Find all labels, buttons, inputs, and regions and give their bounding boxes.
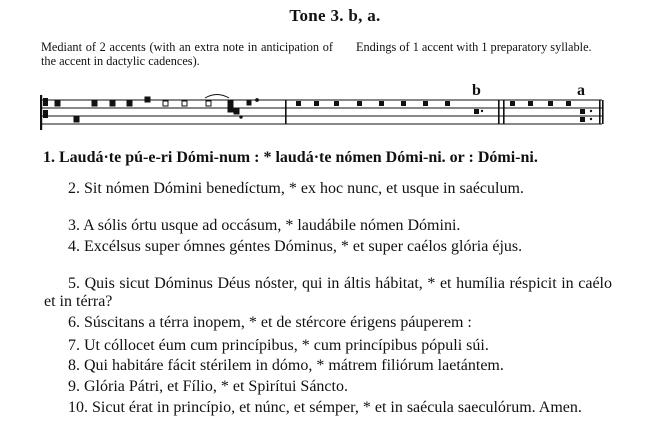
- mediant-note: Mediant of 2 accents (with an extra note in anticipation of the accent in dactylic cadences).: [41, 40, 333, 68]
- verse-1: 1. Laudá·te pú-e-ri Dómi-num : * laudá·te nómen Dómi-ni. or : Dómi-ni.: [43, 149, 538, 166]
- chant-staff: [0, 90, 670, 146]
- verse-6: 6. Súscitans a térra inopem, * et de stércore érigens páuperem :: [68, 314, 472, 331]
- staff-lines: [40, 100, 602, 124]
- verse-2: 2. Sit nómen Dómini benedíctum, * ex hoc nunc, et usque in saéculum.: [68, 180, 524, 197]
- verse-7: 7. Ut cóllocet éum cum princípibus, * cum princípibus pópuli súi.: [68, 337, 489, 354]
- bar-lines: [285, 100, 604, 124]
- page-title: Tone 3. b, a.: [289, 6, 381, 25]
- verse-8: 8. Qui habitáre fácit stérilem in dómo, * mátrem filiórum laetántem.: [68, 357, 504, 374]
- ending-a-notes: [510, 101, 592, 122]
- c-clef: [40, 95, 48, 130]
- ending-label-a: a: [577, 82, 585, 99]
- ending-label-b: b: [472, 82, 481, 99]
- verse-5: 5. Quis sicut Dóminus Déus nóster, qui in áltis hábitat, * et humília réspicit in caélo et in térra?: [44, 275, 612, 310]
- verse-10: 10. Sicut érat in princípio, et núnc, et sémper, * et in saécula saeculórum. Amen.: [68, 399, 582, 416]
- verse-4: 4. Excélsus super ómnes géntes Dóminus, * et super caélos glória éjus.: [68, 238, 523, 255]
- verse-9: 9. Glória Pátri, et Fílio, * et Spirítui Sáncto.: [68, 378, 348, 395]
- endings-note: Endings of 1 accent with 1 preparatory syllable.: [356, 40, 592, 54]
- verse-3: 3. A sólis órtu usque ad occásum, * laudábile nómen Dómini.: [68, 217, 461, 234]
